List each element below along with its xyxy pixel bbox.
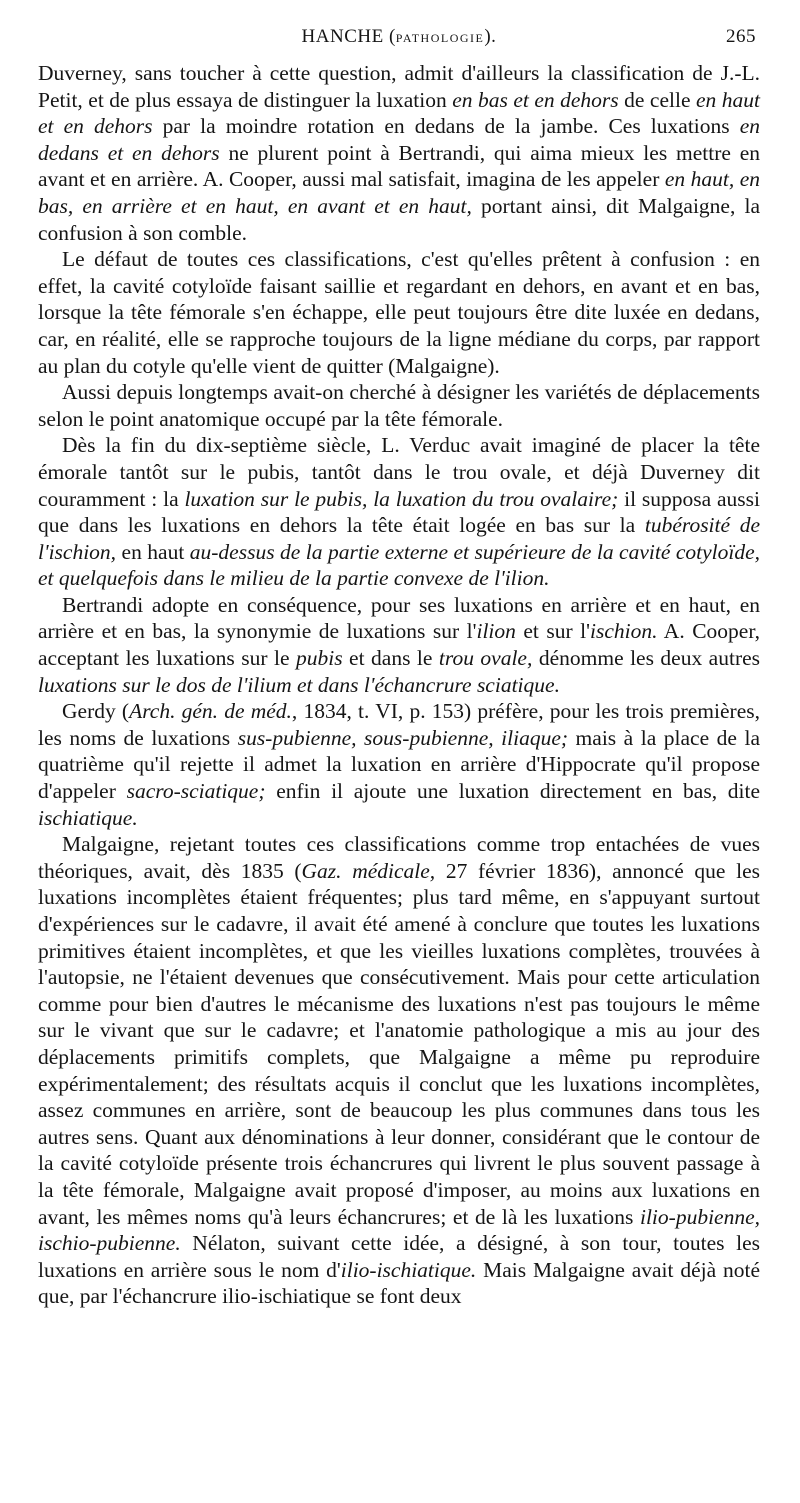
italic-run: au-dessus de la partie externe et supérieure de la cavité cotyloïde, et quelquefois dans le milieu de la partie convexe de l'ilion. xyxy=(38,539,761,591)
text-run: Dès la fin du dix-septième siècle, L. Verduc avait imaginé de placer la tête émorale tantôt sur le pubis, tantôt dans le trou ovale, et déjà Duverney dit couramment : la xyxy=(38,433,760,511)
text-run: Le défaut de toutes ces classifications, c'est qu'elles prêtent à confusion : en effet, la cavité cotyloïde faisant saillie et regardant en dehors, en avant et en bas, lorsque la tête fémorale s'en échappe, elle peut toujours être dite luxée en dedans, car, en réalité, elle se rapproche toujours de la ligne médiane du corps, par rapport au plan du cotyle qu'elle vient de quitter (Malgaigne). xyxy=(38,247,760,378)
text-run: mais à la place de la quatrième qu'il rejette il admet la luxation en arrière d'Hippocrate qu'il propose d'appeler xyxy=(38,725,760,804)
text-run: ne plurent point à Bertrandi, qui aima mieux les mettre en avant et en arrière. A. Cooper, aussi mal satisfait, imagina de les appeler xyxy=(38,140,760,192)
paragraph xyxy=(38,246,760,379)
italic-run: luxation sur le pubis, la luxation du trou ovalaire; xyxy=(184,486,619,511)
paragraph xyxy=(38,592,760,698)
running-head xyxy=(38,26,760,52)
page-number: 265 xyxy=(726,26,756,47)
italic-run: en dedans et en dehors xyxy=(38,114,761,165)
text-run: il supposa aussi que dans les luxations en dehors la tête était logée en bas sur la xyxy=(38,486,760,538)
text-run: de celle xyxy=(618,87,696,112)
text-run: Duverney, sans toucher à cette question, admit d'ailleurs la classification de J.-L. Petit, et de plus essaya de distinguer la luxation xyxy=(38,61,760,112)
text-run: Mais Malgaigne avait déjà noté que, par l'échancrure ilio-ischiatique se font deux xyxy=(38,1257,760,1309)
italic-run: luxations sur le dos de l'ilium et dans l'échancrure sciatique. xyxy=(38,672,560,697)
text-run: 27 février 1836), annoncé que les luxations incomplètes étaient fréquentes; plus tard même, en s'appuyant surtout d'expériences sur le cadavre, il avait été amené à conclure que toutes les luxations primitives étaient incomplètes, et que les vieilles luxations complètes, trouvées à l'autopsie, ne l'étaient devenues que consécutivement. Mais pour cette articulation comme pour bien d'autres le mécanisme des luxations n'est pas toujours le même sur le vivant que sur le cadavre; et l'anatomie pathologique a mis au jour des déplacements primitifs complets, que Malgaigne a même pu reproduire expérimentalement; des résultats acquis il conclut que les luxations incomplètes, assez communes en arrière, sont de beaucoup les plus communes dans tous les autres sens. Quant aux dénominations à leur donner, considérant que le contour de la cavité cotyloïde présente trois échancrures qui livrent le plus souvent passage à la tête fémorale, Malgaigne avait proposé d'imposer, au moins aux luxations en avant, les mêmes noms qu'à leurs échancrures; et de là les luxations xyxy=(38,858,760,1229)
italic-run: sacro-sciatique; xyxy=(126,779,266,804)
paragraph xyxy=(38,698,760,831)
text-run: dénomme les deux autres xyxy=(532,646,761,671)
italic-run: en bas et en dehors xyxy=(452,87,619,112)
paragraph xyxy=(38,60,760,246)
text-run: et sur l' xyxy=(515,619,591,644)
italic-run: en haut et en dehors xyxy=(38,87,760,139)
text-run: enfin il ajoute une luxation directement en bas, dite xyxy=(265,779,761,804)
running-title-small-caps: PATHOLOGIE xyxy=(395,31,485,45)
running-title-main: HANCHE ( xyxy=(301,26,396,47)
italic-run: ischiatique. xyxy=(38,805,138,830)
text-run: par la moindre rotation en dedans de la jambe. Ces luxations xyxy=(152,114,740,139)
italic-run: Gaz. médicale, xyxy=(301,858,436,883)
italic-run: Arch. gén. de méd. xyxy=(129,699,292,724)
italic-run: sus-pubienne, sous-pubienne, iliaque; xyxy=(237,725,569,750)
body-text xyxy=(38,60,760,1310)
running-title xyxy=(38,26,760,48)
italic-run: en haut, en bas, en arrière et en haut, en avant et en haut, xyxy=(38,167,760,218)
paragraph xyxy=(38,831,760,1310)
italic-run: ilion xyxy=(476,619,516,644)
paragraph xyxy=(38,379,760,432)
text-run: Nélaton, suivant cette idée, a désigné, à son tour, toutes les luxations en arrière sous le nom d' xyxy=(38,1231,760,1282)
italic-run: pubis xyxy=(296,646,343,671)
italic-run: ilio-pubienne, ischio-pubienne. xyxy=(38,1204,760,1256)
italic-run: tubérosité de l'ischion, xyxy=(38,513,761,564)
text-run: Bertrandi adopte en conséquence, pour ses luxations en arrière et en haut, en arrière et en bas, la synonymie de luxations sur l' xyxy=(38,592,760,644)
text-run: Gerdy ( xyxy=(62,699,130,724)
italic-run: ischion. xyxy=(590,619,658,644)
text-run: portant ainsi, dit Malgaigne, la confusion à son comble. xyxy=(38,193,760,245)
text-run: Malgaigne, rejetant toutes ces classifications comme trop entachées de vues théoriques, avait, dès 1835 ( xyxy=(38,832,760,883)
text-run: en haut xyxy=(116,539,190,564)
italic-run: ilio-ischiatique. xyxy=(340,1257,477,1282)
text-run: et dans le xyxy=(342,646,439,671)
paragraph xyxy=(38,432,760,592)
text-run: A. Cooper, acceptant les luxations sur le xyxy=(38,619,761,671)
running-title-end: ). xyxy=(484,26,497,47)
text-run: Aussi depuis longtemps avait-on cherché à désigner les variétés de déplacements selon le point anatomique occupé par la tête fémorale. xyxy=(38,380,760,431)
text-run: , 1834, t. VI, p. 153) préfère, pour les trois premières, les noms de luxations xyxy=(38,699,760,750)
italic-run: trou ovale, xyxy=(438,646,533,671)
